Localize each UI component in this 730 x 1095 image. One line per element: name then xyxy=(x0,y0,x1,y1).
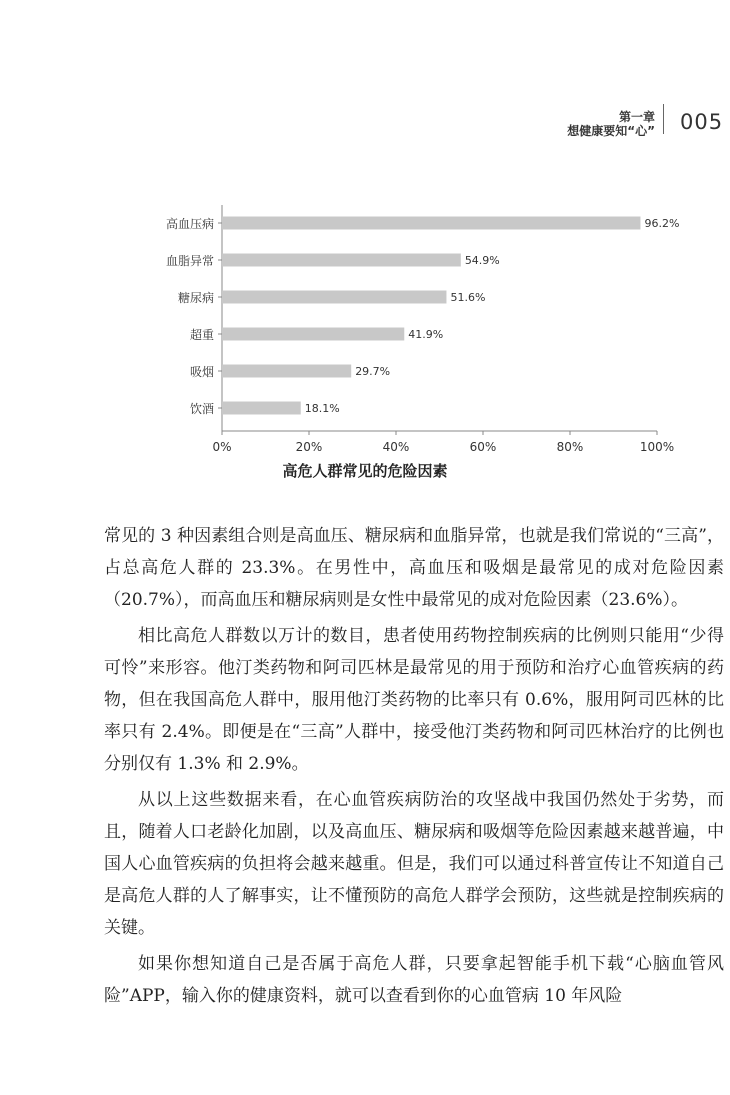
article-body xyxy=(104,520,724,1016)
bar xyxy=(222,328,404,341)
category-label: 糖尿病 xyxy=(177,291,214,305)
risk-factor-bar-chart xyxy=(100,195,700,455)
x-tick-label: 40% xyxy=(382,440,410,454)
x-tick-label: 60% xyxy=(469,440,497,454)
bar xyxy=(222,217,640,230)
page-number: 005 xyxy=(680,110,724,134)
category-label: 超重 xyxy=(189,328,214,342)
x-tick-label: 20% xyxy=(295,440,323,454)
value-label: 29.7% xyxy=(355,365,391,378)
chart-title: 高危人群常见的危险因素 xyxy=(282,462,448,480)
category-label: 吸烟 xyxy=(189,365,214,379)
x-tick-label: 80% xyxy=(556,440,584,454)
running-header xyxy=(0,0,730,160)
bar xyxy=(222,254,461,267)
chapter-title: 想健康要知“心” xyxy=(567,124,655,138)
value-label: 51.6% xyxy=(450,291,486,304)
bar xyxy=(222,402,301,415)
value-label: 41.9% xyxy=(408,328,444,341)
category-label: 血脂异常 xyxy=(165,254,214,268)
value-label: 18.1% xyxy=(304,402,340,415)
bar xyxy=(222,291,446,304)
paragraph: 从以上这些数据来看，在心血管疾病防治的攻坚战中我国仍然处于劣势，而且，随着人口老龄化加剧，以及高血压、糖尿病和吸烟等危险因素越来越普遍，中国人心血管疾病的负担将会越来越重。但是，我们可以通过科普宣传让不知道自己是高危人群的人了解事实，让不懂预防的高危人群学会预防，这些就是控制疾病的关键。 xyxy=(104,790,724,938)
bar xyxy=(222,365,351,378)
header-divider xyxy=(663,104,664,134)
value-label: 96.2% xyxy=(644,217,680,230)
paragraph: 相比高危人群数以万计的数目，患者使用药物控制疾病的比例则只能用“少得可怜”来形容。他汀类药物和阿司匹林是最常见的用于预防和治疗心血管疾病的药物，但在我国高危人群中，服用他汀类药物的比率只有 0.6%，服用阿司匹林的比率只有 2.4%。即便是在“三高”人群中，接受他汀类药物和阿司匹林治疗的比例也分别仅有 1.3% 和 2.9%。 xyxy=(104,626,724,774)
category-label: 高血压病 xyxy=(165,217,214,231)
chapter-label: 第一章 xyxy=(618,110,655,124)
paragraph: 如果你想知道自己是否属于高危人群，只要拿起智能手机下载“心脑血管风险”APP，输入你的健康资料，就可以查看到你的心血管病 10 年风险 xyxy=(104,954,724,1006)
value-label: 54.9% xyxy=(464,254,500,267)
paragraph: 常见的 3 种因素组合则是高血压、糖尿病和血脂异常，也就是我们常说的“三高”，占总高危人群的 23.3%。在男性中，高血压和吸烟是最常见的成对危险因素（20.7%），而高血压和糖尿病则是女性中最常见的成对危险因素（23.6%）。 xyxy=(104,526,724,610)
x-tick-label: 100% xyxy=(639,440,675,454)
x-tick-label: 0% xyxy=(212,440,232,454)
category-label: 饮酒 xyxy=(189,402,214,416)
